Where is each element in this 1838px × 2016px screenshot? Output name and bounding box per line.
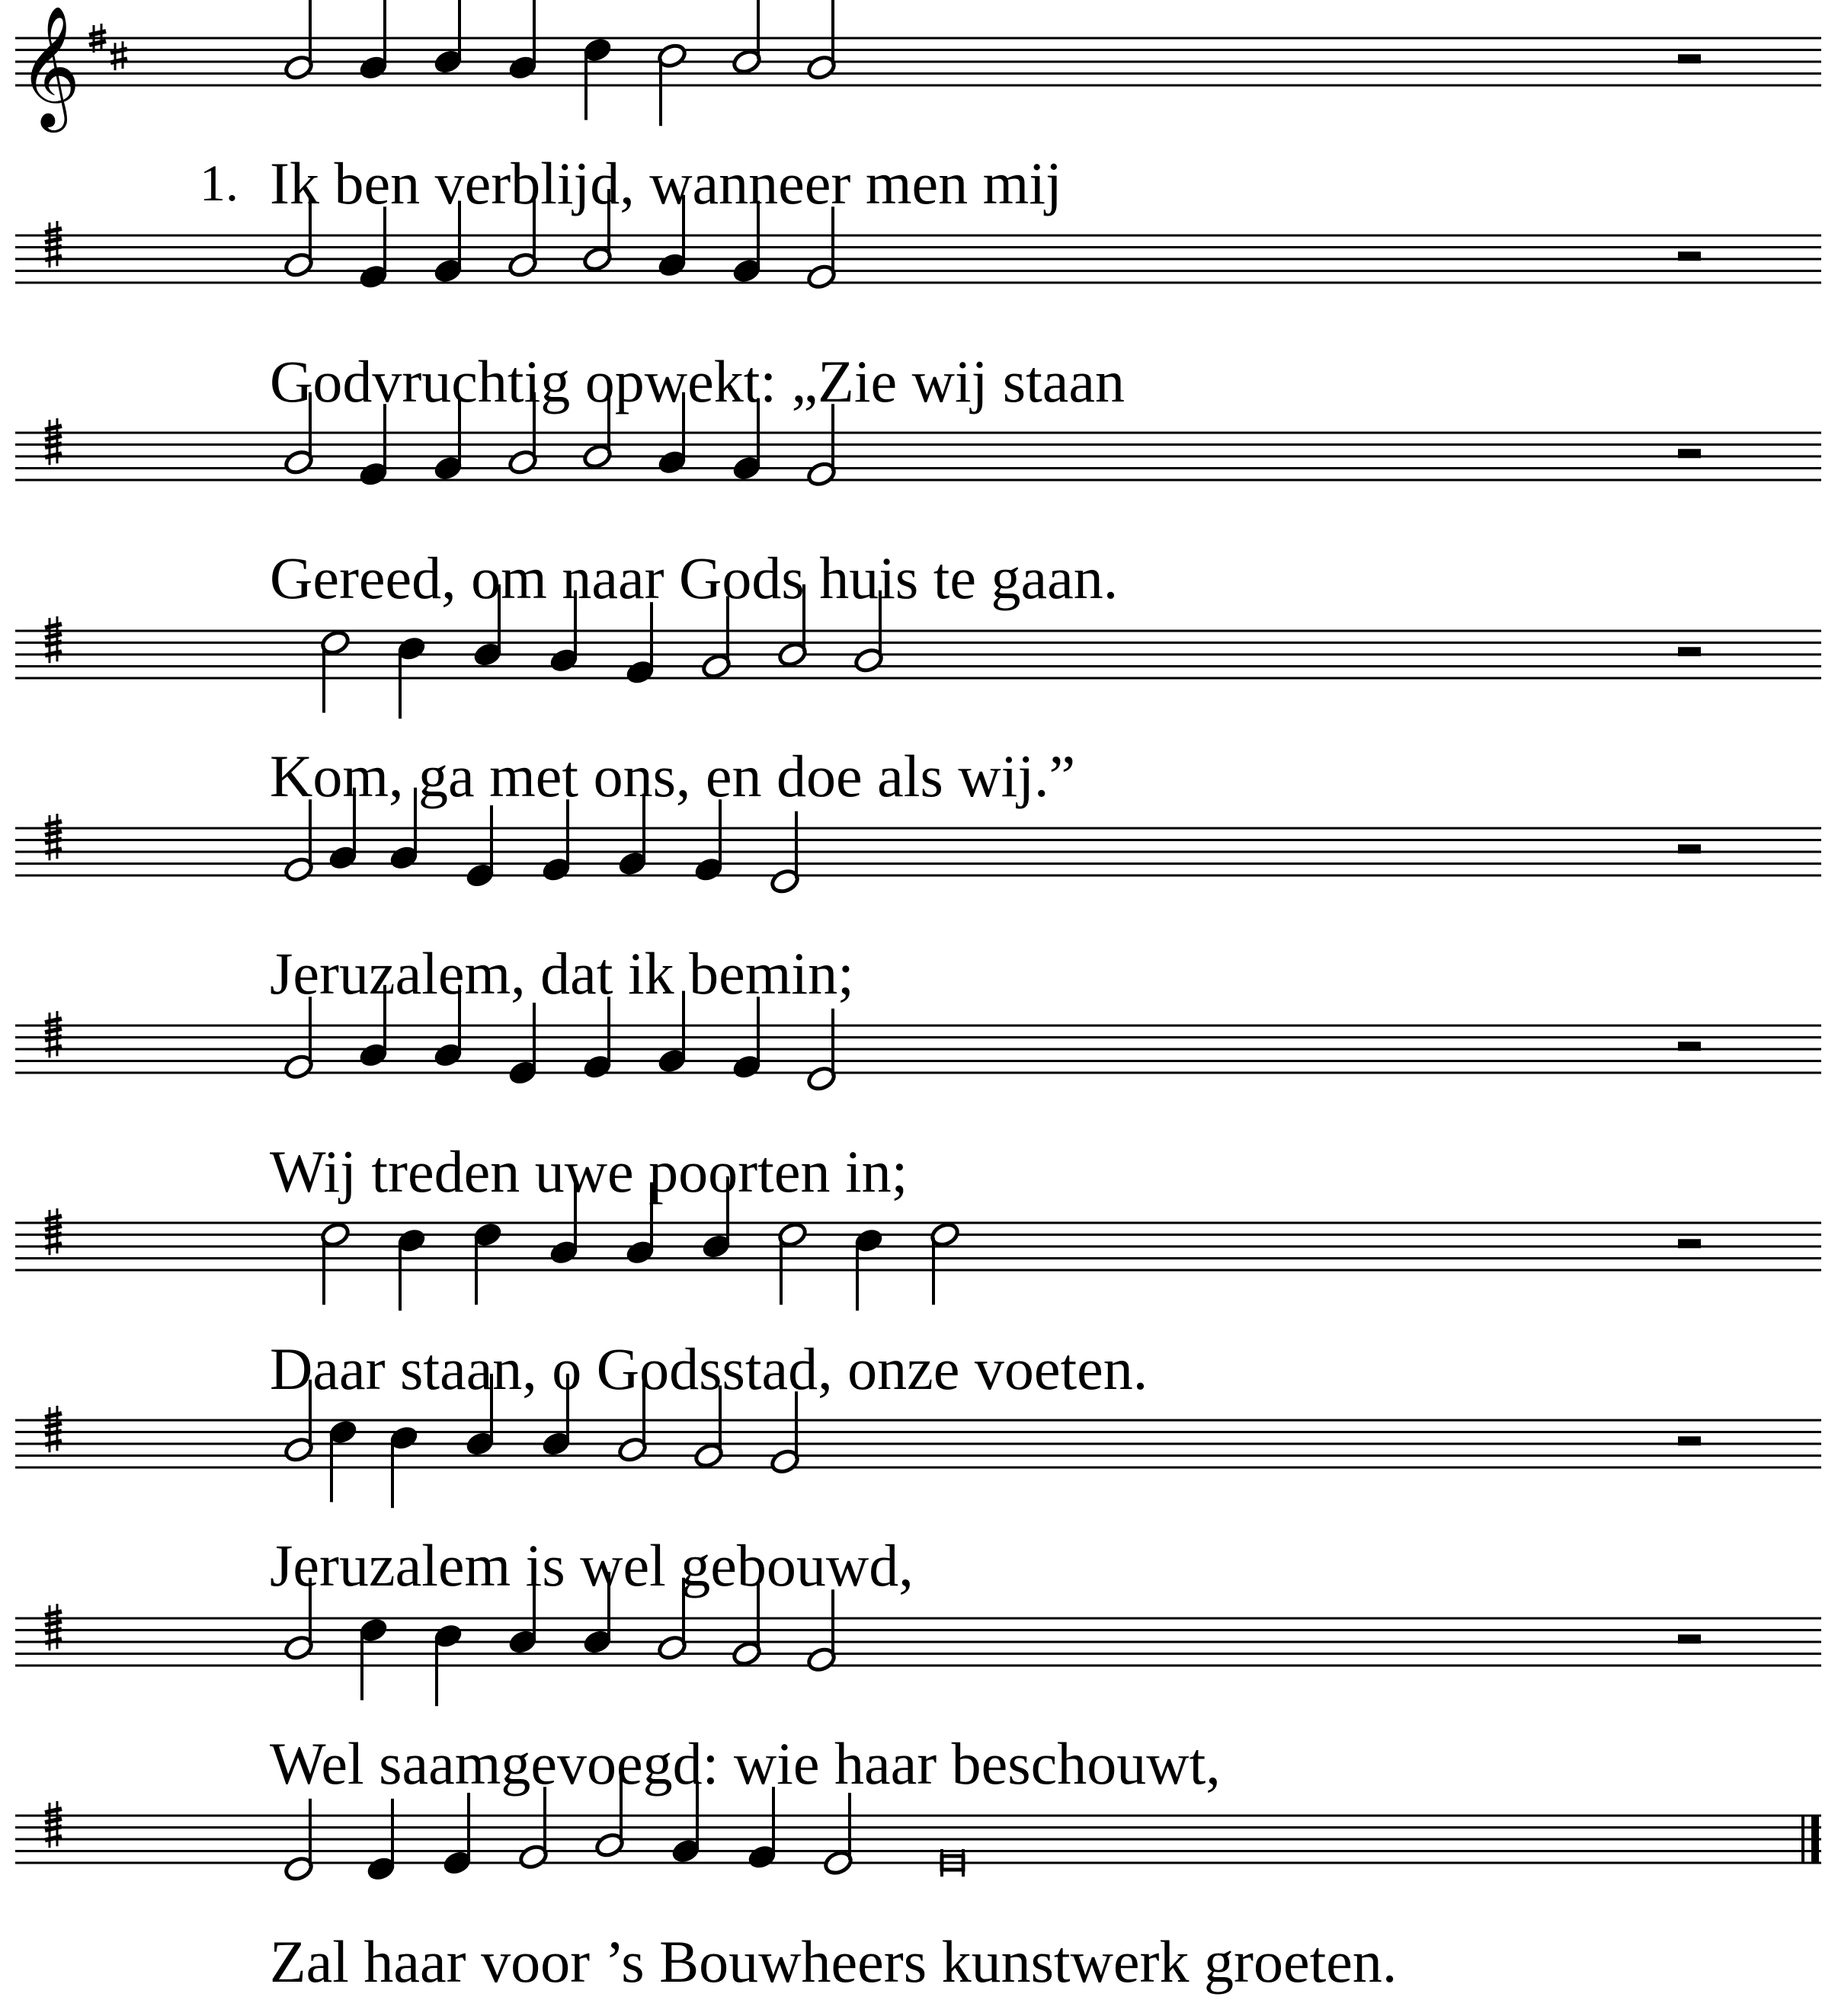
note bbox=[777, 1221, 809, 1304]
lyric-line: Kom, ga met ons, en doe als wij.” bbox=[270, 743, 1076, 809]
note bbox=[396, 1227, 427, 1310]
note bbox=[283, 1799, 315, 1883]
note bbox=[358, 404, 389, 488]
lyric-line: Godvruchtig opwekt: „Zie wij staan bbox=[270, 348, 1126, 414]
note bbox=[657, 42, 688, 126]
svg-text:𝄞: 𝄞 bbox=[18, 5, 81, 127]
note bbox=[442, 1793, 473, 1877]
note bbox=[806, 1009, 837, 1093]
note bbox=[806, 0, 837, 82]
note bbox=[625, 602, 656, 686]
note bbox=[747, 1787, 778, 1870]
lyric-line: Ik ben verblijd, wanneer men mij bbox=[270, 150, 1062, 216]
lyric-line: Jeruzalem, dat ik bemin; bbox=[270, 940, 854, 1006]
note bbox=[358, 1616, 389, 1700]
note bbox=[433, 1622, 464, 1706]
lyric-line: Zal haar voor ’s Bouwheers kunstwerk groeten. bbox=[270, 1928, 1398, 1995]
lyric-line: Wij treden uwe poorten in; bbox=[270, 1138, 908, 1205]
half-rest-icon bbox=[1678, 54, 1701, 63]
staff-system bbox=[15, 0, 1821, 133]
note bbox=[541, 799, 572, 883]
half-rest-icon bbox=[1678, 1042, 1701, 1051]
note bbox=[472, 1221, 504, 1304]
half-rest-icon bbox=[1678, 1239, 1701, 1248]
note bbox=[693, 799, 725, 883]
lyric-line: Gereed, om naar Gods huis te gaan. bbox=[270, 545, 1119, 611]
note bbox=[582, 997, 613, 1080]
half-rest-icon bbox=[1678, 1436, 1701, 1445]
note bbox=[328, 1418, 359, 1502]
note bbox=[806, 206, 837, 290]
note bbox=[806, 404, 837, 488]
note bbox=[283, 997, 315, 1080]
note bbox=[320, 629, 351, 712]
lyric-line: Wel saamgevoegd: wie haar beschouwt, bbox=[270, 1730, 1221, 1797]
half-rest-icon bbox=[1678, 647, 1701, 656]
note bbox=[465, 805, 496, 889]
note bbox=[770, 811, 801, 895]
note bbox=[366, 1799, 397, 1883]
lyric-line: Daar staan, o Godsstad, onze voeten. bbox=[270, 1336, 1148, 1402]
note bbox=[930, 1221, 961, 1304]
half-rest-icon bbox=[1678, 449, 1701, 458]
lyric-line: Jeruzalem is wel gebouwd, bbox=[270, 1532, 914, 1598]
note bbox=[518, 1787, 549, 1870]
half-rest-icon bbox=[1678, 1634, 1701, 1643]
note bbox=[508, 0, 539, 82]
key-sharp-c-icon bbox=[110, 41, 127, 70]
note bbox=[732, 997, 763, 1080]
note bbox=[508, 1003, 539, 1086]
note bbox=[358, 206, 389, 290]
note bbox=[320, 1221, 351, 1304]
note bbox=[853, 1227, 885, 1310]
note bbox=[283, 0, 315, 82]
verse-number: 1. bbox=[200, 154, 239, 212]
note bbox=[358, 0, 389, 82]
half-rest-icon bbox=[1678, 251, 1701, 261]
half-rest-icon bbox=[1678, 844, 1701, 853]
note bbox=[582, 36, 613, 120]
note bbox=[396, 635, 427, 718]
note bbox=[770, 1391, 801, 1475]
note bbox=[823, 1793, 854, 1877]
note bbox=[389, 1424, 420, 1508]
treble-clef-icon bbox=[18, 5, 81, 133]
note bbox=[283, 799, 315, 883]
note bbox=[806, 1589, 837, 1673]
